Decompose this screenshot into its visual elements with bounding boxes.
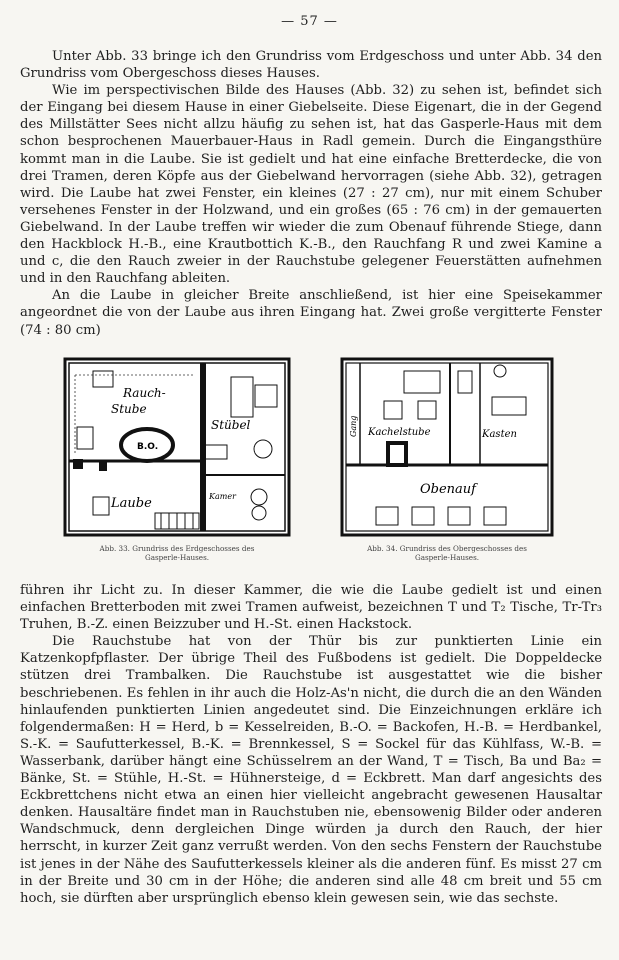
caption-33-line1: Abb. 33. Grundriss des Erdgeschosses des <box>99 544 255 553</box>
text-block-bottom <box>20 582 602 907</box>
floorplan-ground-floor <box>63 357 291 537</box>
label-stuebel: Stübel <box>211 418 251 432</box>
figure-34 <box>340 357 554 537</box>
figure-34-caption <box>340 544 554 562</box>
paragraph-intro: Unter Abb. 33 bringe ich den Grundriss vom Erdgeschoss und unter Abb. 34 den Grundriss vom Obergeschoss dieses Hauses. <box>20 49 602 82</box>
label-rauchstube-1: Rauch- <box>123 386 166 400</box>
text-block-top <box>20 48 602 339</box>
label-backofen: B.O. <box>137 442 159 452</box>
floorplan-upper-floor <box>340 357 554 537</box>
paragraph-chamber: führen ihr Licht zu. In dieser Kammer, die wie die Laube gedielt ist und einen einfachen Bretterboden mit zwei Tramen aufweist, bezeichnen T und T₂ Tische, Tr-Tr₃ Truhen, B.-Z. einen Beizzuber und H.-St. einen Hackstock. <box>20 583 602 633</box>
label-gang: Gang <box>349 415 358 437</box>
caption-34-line2: Gasperle-Hauses. <box>414 553 480 562</box>
paragraph-pantry: An die Laube in gleicher Breite anschließend, ist hier eine Speisekammer angeordnet die von der Laube aus ihren Eingang hat. Zwei große vergitterte Fenster (74 : 80 cm) <box>20 288 602 338</box>
caption-34-line1: Abb. 34. Grundriss des Obergeschosses des <box>367 544 527 553</box>
label-kachelstube: Kachelstube <box>368 427 431 438</box>
label-laube: Laube <box>111 496 152 511</box>
paragraph-smokeroom: Die Rauchstube hat von der Thür bis zur punktierten Linie ein Katzenkopfpflaster. Der übrige Theil des Fußbodens ist gedielt. Die Doppeldecke stützen drei Trambalken. Die Rauchstube ist ausgestattet wie die bisher beschriebenen. Es fehlen in ihr auch die Holz-As'n nicht, die durch die an den Wänden hinlaufenden punktierten Linien angedeutet sind. Die Einzeichnungen erkläre ich folgendermaßen: H = Herd, b = Kesselreiden, B.-O. = Backofen, H.-B. = Herdbankel, S.-K. = Saufutterkessel, B.-K. = Brennkessel, S = Sockel für das Kühlfass, W.-B. = Wasserbank, darüber hängt eine Schüsselrem an der Wand, T = Tisch, Ba und Ba₂ = Bänke, St. = Stühle, H.-St. = Hühnersteige, d = Eckbrett. Man darf angesichts des Eckbrettchens nicht etwa an einen hier vielleicht angebracht gewesenen Hausaltar denken. Hausaltäre findet man in Rauchstuben nie, ebensowenig Bilder oder anderen Wandschmuck, denn dergleichen Dinge würden ja durch den Rauch, der hier herrscht, in kurzer Zeit ganz verrußt werden. Von den sechs Fenstern der Rauchstube ist jenes in der Nähe des Saufutterkessels kleiner als die anderen fünf. Es misst 27 cm in der Breite und 30 cm in der Höhe; die anderen sind alle 48 cm breit und 55 cm hoch, sie dürften aber ursprünglich ebenso klein gewesen sein, wie das sechste. <box>20 634 602 906</box>
label-kasten: Kasten <box>482 429 517 440</box>
label-obenauf: Obenauf <box>420 482 476 497</box>
label-rauchstube-2: Stube <box>111 402 147 416</box>
paragraph-entrance: Wie im perspectivischen Bilde des Hauses (Abb. 32) zu sehen ist, befindet sich der Eingang bei diesem Hause in einer Giebelseite. Diese Eigenart, die in der Gegend des Millstätter Sees nicht allzu häufig zu sehen ist, hat das Gasperle-Haus mit dem schon besprochenen Mauerbauer-Haus in Radl gemein. Durch die Eingangsthüre kommt man in die Laube. Sie ist gedielt und hat eine einfache Bretterdecke, die von drei Tramen, deren Köpfe aus der Giebelwand hervorragen (siehe Abb. 32), getragen wird. Die Laube hat zwei Fenster, ein kleines (27 : 27 cm), nur mit einem Schuber versehenes Fenster in der Holzwand, und ein großes (65 : 76 cm) in der gemauerten Giebelwand. In der Laube treffen wir wieder die zum Obenauf führende Stiege, dann den Hackblock H.-B., eine Krautbottich K.-B., den Rauchfang R und zwei Kamine a und c, die den Rauch zweier in der Rauchstube gelegener Feuerstätten aufnehmen und in den Rauchfang ableiten. <box>20 83 602 287</box>
figure-33 <box>63 357 291 537</box>
label-kammer: Kamer <box>209 492 236 501</box>
page-number: — 57 — <box>281 14 338 29</box>
caption-33-line2: Gasperle-Hauses. <box>144 553 210 562</box>
figure-33-caption <box>63 544 291 562</box>
